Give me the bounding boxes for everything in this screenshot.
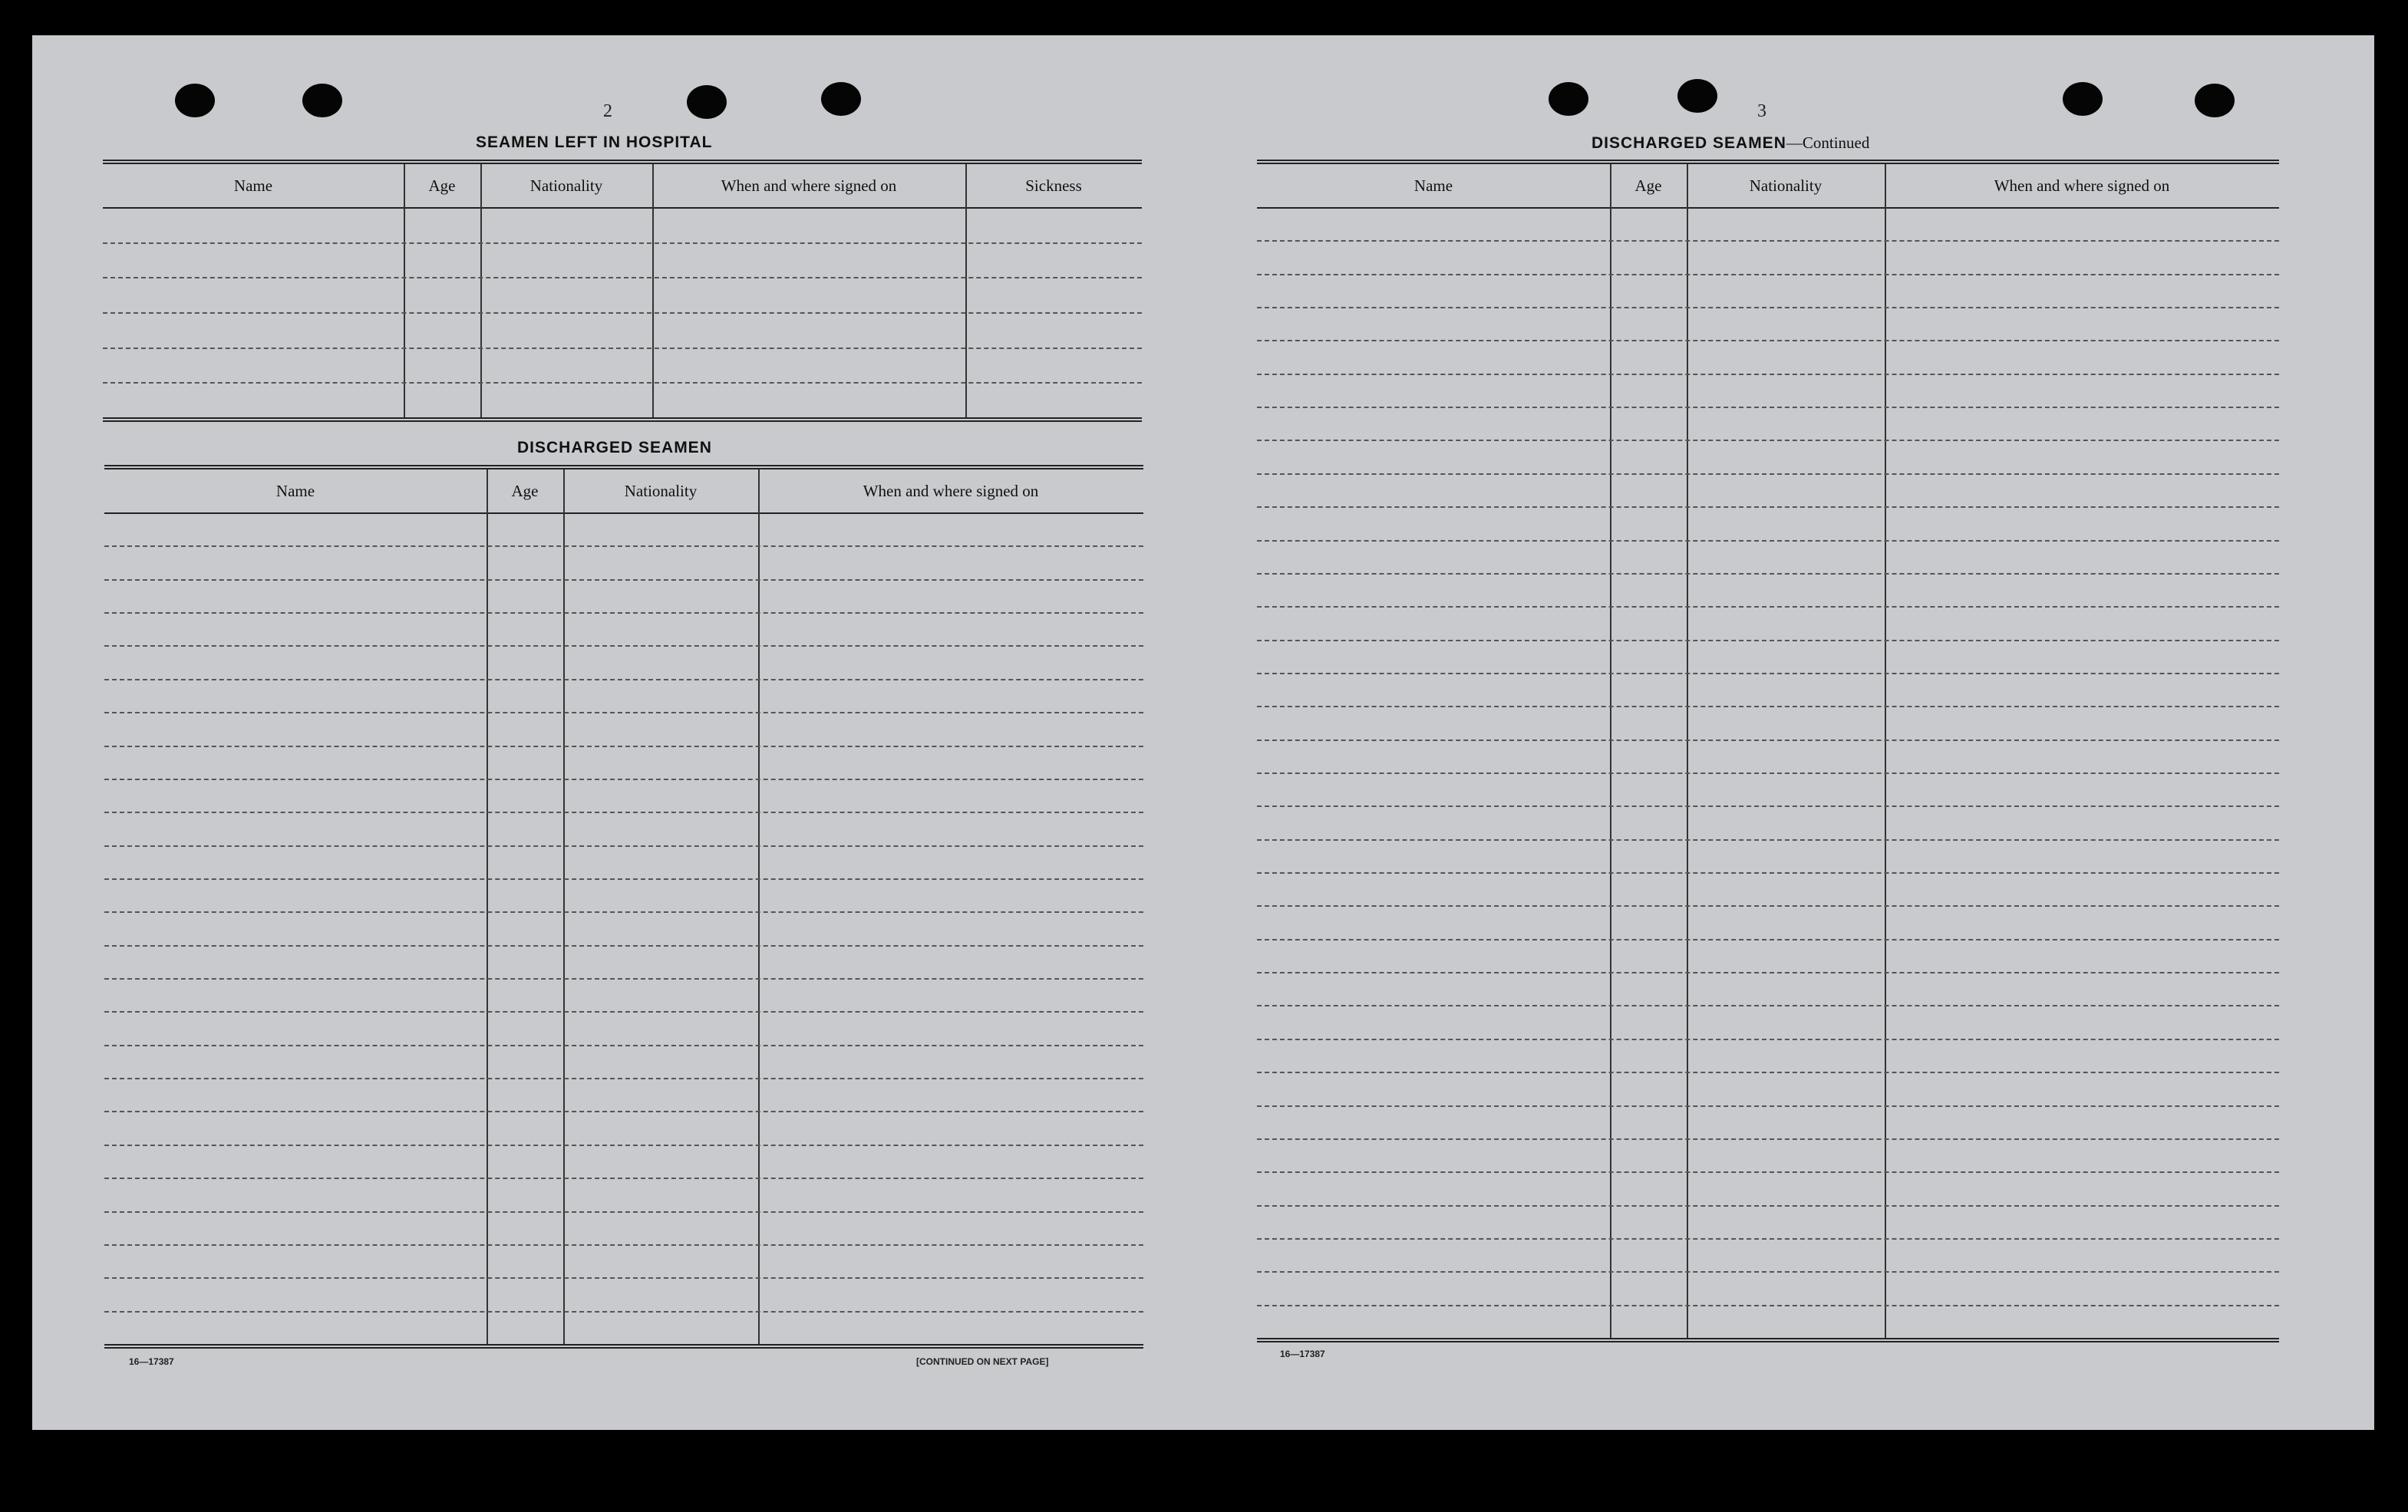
- table-row-line: [1257, 540, 2279, 542]
- table-row-line: [1257, 274, 2279, 275]
- punch-hole: [175, 84, 215, 117]
- punch-hole: [687, 85, 727, 119]
- table-row-line: [104, 1011, 1143, 1013]
- table-row-line: [104, 1211, 1143, 1213]
- table-row-line: [1257, 939, 2279, 940]
- table-row-line: [104, 1145, 1143, 1146]
- table-row-line: [104, 779, 1143, 780]
- table-row-line: [1257, 506, 2279, 508]
- column-header-when: When and where signed on: [1994, 176, 2170, 195]
- table-row-line: [1257, 1105, 2279, 1107]
- column-header-age: Age: [428, 176, 456, 195]
- table-row-line: [1257, 1005, 2279, 1006]
- table-row-line: [1257, 1039, 2279, 1040]
- column-divider: [652, 164, 654, 417]
- table-row-line: [104, 746, 1143, 747]
- table-row-line: [104, 645, 1143, 647]
- table-row-line: [104, 612, 1143, 614]
- table-row-line: [1257, 307, 2279, 308]
- left-form-number: 16—17387: [129, 1356, 174, 1367]
- continued-note: [CONTINUED ON NEXT PAGE]: [916, 1356, 1049, 1367]
- table-row-line: [1257, 640, 2279, 641]
- column-header-age: Age: [511, 481, 539, 500]
- table-row-line: [1257, 573, 2279, 575]
- table-row-line: [1257, 839, 2279, 841]
- discharged-continued-title: [1592, 133, 1869, 153]
- table-row-line: [104, 1111, 1143, 1112]
- discharged-continued-suffix: —Continued: [1786, 133, 1870, 152]
- table-row-line: [1257, 905, 2279, 907]
- table-row-line: [104, 978, 1143, 980]
- table-row-line: [104, 1078, 1143, 1079]
- hospital-table: [103, 160, 1142, 422]
- column-header-nationality: Nationality: [624, 481, 698, 500]
- table-row-line: [1257, 1238, 2279, 1240]
- table-row-line: [104, 679, 1143, 680]
- table-row-line: [1257, 772, 2279, 774]
- table-row-line: [103, 277, 1142, 278]
- table-row-line: [104, 545, 1143, 547]
- document-sheet: [32, 35, 2374, 1430]
- column-header-when: When and where signed on: [721, 176, 897, 195]
- table-row-line: [1257, 1205, 2279, 1207]
- discharged-continued-title-main: DISCHARGED SEAMEN: [1592, 134, 1786, 152]
- punch-hole: [2063, 82, 2103, 116]
- table-row-line: [1257, 1171, 2279, 1173]
- table-row-line: [1257, 1138, 2279, 1140]
- table-row-line: [104, 945, 1143, 947]
- table-row-line: [1257, 1305, 2279, 1306]
- column-divider: [487, 469, 488, 1344]
- discharged-table-right-header: [1257, 164, 2279, 209]
- column-header-name: Name: [1413, 176, 1453, 195]
- column-header-name: Name: [233, 176, 273, 195]
- table-row-line: [103, 382, 1142, 384]
- column-header-nationality: Nationality: [529, 176, 603, 195]
- punch-hole: [821, 82, 861, 116]
- column-divider: [480, 164, 482, 417]
- table-row-line: [1257, 673, 2279, 674]
- table-row-line: [1257, 606, 2279, 608]
- table-row-line: [103, 348, 1142, 349]
- table-row-line: [1257, 706, 2279, 707]
- table-row-line: [104, 1178, 1143, 1179]
- table-row-line: [1257, 972, 2279, 973]
- column-header-nationality: Nationality: [1749, 176, 1822, 195]
- column-header-sickness: Sickness: [1025, 176, 1082, 195]
- left-page-number: 2: [603, 101, 612, 121]
- table-row-line: [103, 242, 1142, 244]
- table-row-line: [1257, 340, 2279, 341]
- table-row-line: [1257, 374, 2279, 375]
- table-row-line: [104, 845, 1143, 847]
- discharged-table-right: [1257, 160, 2279, 1342]
- column-header-when: When and where signed on: [863, 481, 1039, 500]
- table-row-line: [104, 878, 1143, 880]
- column-divider: [404, 164, 405, 417]
- table-row-line: [104, 812, 1143, 813]
- table-row-line: [103, 312, 1142, 314]
- table-row-line: [104, 1277, 1143, 1279]
- table-row-line: [104, 579, 1143, 581]
- table-row-line: [104, 1045, 1143, 1046]
- table-row-line: [1257, 805, 2279, 807]
- hospital-table-header: [103, 164, 1142, 209]
- punch-hole: [2195, 84, 2235, 117]
- hospital-section-title: SEAMEN LEFT IN HOSPITAL: [476, 133, 713, 151]
- table-row-line: [1257, 407, 2279, 408]
- column-header-age: Age: [1634, 176, 1662, 195]
- discharged-table-left: [104, 465, 1143, 1349]
- table-row-line: [1257, 473, 2279, 475]
- table-row-line: [104, 911, 1143, 913]
- table-row-line: [1257, 1072, 2279, 1073]
- punch-hole: [1549, 82, 1588, 116]
- table-row-line: [104, 1311, 1143, 1313]
- right-page-number: 3: [1757, 101, 1766, 121]
- table-row-line: [1257, 440, 2279, 441]
- table-row-line: [1257, 240, 2279, 242]
- punch-hole: [302, 84, 342, 117]
- table-row-line: [1257, 872, 2279, 874]
- right-form-number: 16—17387: [1280, 1349, 1325, 1359]
- discharged-table-left-header: [104, 469, 1143, 514]
- column-divider: [965, 164, 967, 417]
- column-divider: [758, 469, 760, 1344]
- column-divider: [563, 469, 565, 1344]
- column-header-name: Name: [275, 481, 315, 500]
- discharged-section-title: DISCHARGED SEAMEN: [517, 439, 712, 456]
- table-row-line: [1257, 1271, 2279, 1273]
- table-row-line: [104, 1244, 1143, 1246]
- table-row-line: [104, 712, 1143, 713]
- punch-hole: [1677, 79, 1717, 113]
- table-row-line: [1257, 740, 2279, 741]
